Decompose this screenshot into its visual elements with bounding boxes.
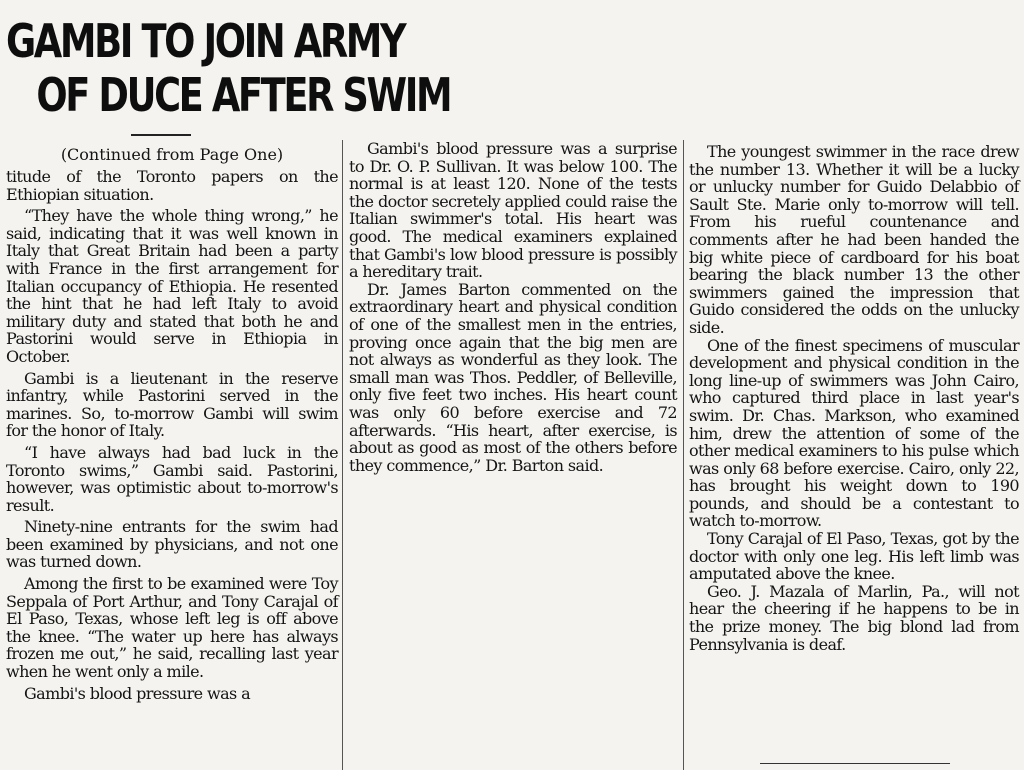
paragraph: Geo. J. Mazala of Marlin, Pa., will not hear the cheering if he happens to be in the prize money. The big blond lad from Pennsylvania is deaf.: [689, 581, 1019, 654]
column-divider: [342, 140, 343, 770]
headline-rule: [131, 134, 191, 136]
paragraph: “They have the whole thing wrong,” he said, indicating that it was well known in Italy that Great Britain had been a party with France in the first arrangement for Italian occupancy of Ethiopia. He resented the hint that he had left Italy to avoid military duty and stated that both he and Pastorini would serve in Ethiopia in October.: [6, 206, 338, 366]
column-3: [689, 143, 1019, 653]
column-2: [349, 140, 677, 474]
paragraph: Tony Carajal of El Paso, Texas, got by the doctor with only one leg. His left limb was amputated above the knee.: [689, 529, 1019, 584]
column-divider: [683, 140, 684, 770]
paragraph: Gambi is a lieutenant in the reserve infantry, while Pastorini served in the marines. So, to-morrow Gambi will swim for the honor of Italy.: [6, 368, 338, 441]
paragraph: “I have always had bad luck in the Toronto swims,” Gambi said. Pastorini, however, was optimistic about to-morrow's result.: [6, 442, 338, 515]
headline: [6, 14, 451, 122]
paragraph: Ninety-nine entrants for the swim had been examined by physicians, and not one was turned down.: [6, 517, 338, 572]
paragraph: The youngest swimmer in the race drew the number 13. Whether it will be a lucky or unlucky number for Guido Delabbio of Sault Ste. Marie only to-morrow will tell. From his rueful countenance and comments after he had been handed the big white piece of cardboard for his boat bearing the black number 13 the other swimmers gained the impression that Guido considered the odds on the unlucky side.: [689, 142, 1019, 337]
headline-line-1: GAMBI TO JOIN ARMY: [6, 14, 405, 68]
end-rule: [760, 763, 950, 764]
continued-note: (Continued from Page One): [60, 145, 284, 164]
paragraph: Gambi's blood pressure was a: [24, 683, 251, 703]
headline-line-2: OF DUCE AFTER SWIM: [36, 68, 451, 122]
paragraph: titude of the Toronto papers on the Ethiopian situation.: [6, 167, 338, 204]
paragraph: One of the finest specimens of muscular development and physical condition in the long line-up of swimmers was John Cairo, who captured third place in last year's swim. Dr. Chas. Markson, who examined him, drew the attention of some of the other medical examiners to his pulse which was only 68 before exercise. Cairo, only 22, has brought his weight down to 190 pounds, and should be a contestant to watch to-morrow.: [689, 335, 1019, 531]
paragraph: Among the first to be examined were Toy Seppala of Port Arthur, and Tony Carajal of El Paso, Texas, whose left leg is off above the knee. “The water up here has always frozen me out,” he said, recalling last year when he went only a mile.: [6, 574, 338, 682]
column-1: [6, 0, 451, 703]
paragraph: Gambi's blood pressure was a surprise to Dr. O. P. Sullivan. It was below 100. The normal is at least 120. None of the tests the doctor secretely applied could raise the Italian swimmer's total. His heart was good. The medical examiners explained that Gambi's low blood pressure is possibly a hereditary trait.: [349, 139, 677, 282]
paragraph: Dr. James Barton commented on the extraordinary heart and physical condition of one of the smallest men in the entries, proving once again that the big men are not always as wonderful as they look. The small man was Thos. Peddler, of Belleville, only five feet two inches. His heart count was only 60 before exercise and 72 afterwards. “His heart, after exercise, is about as good as most of the others before they commence,” Dr. Barton said.: [349, 279, 677, 475]
